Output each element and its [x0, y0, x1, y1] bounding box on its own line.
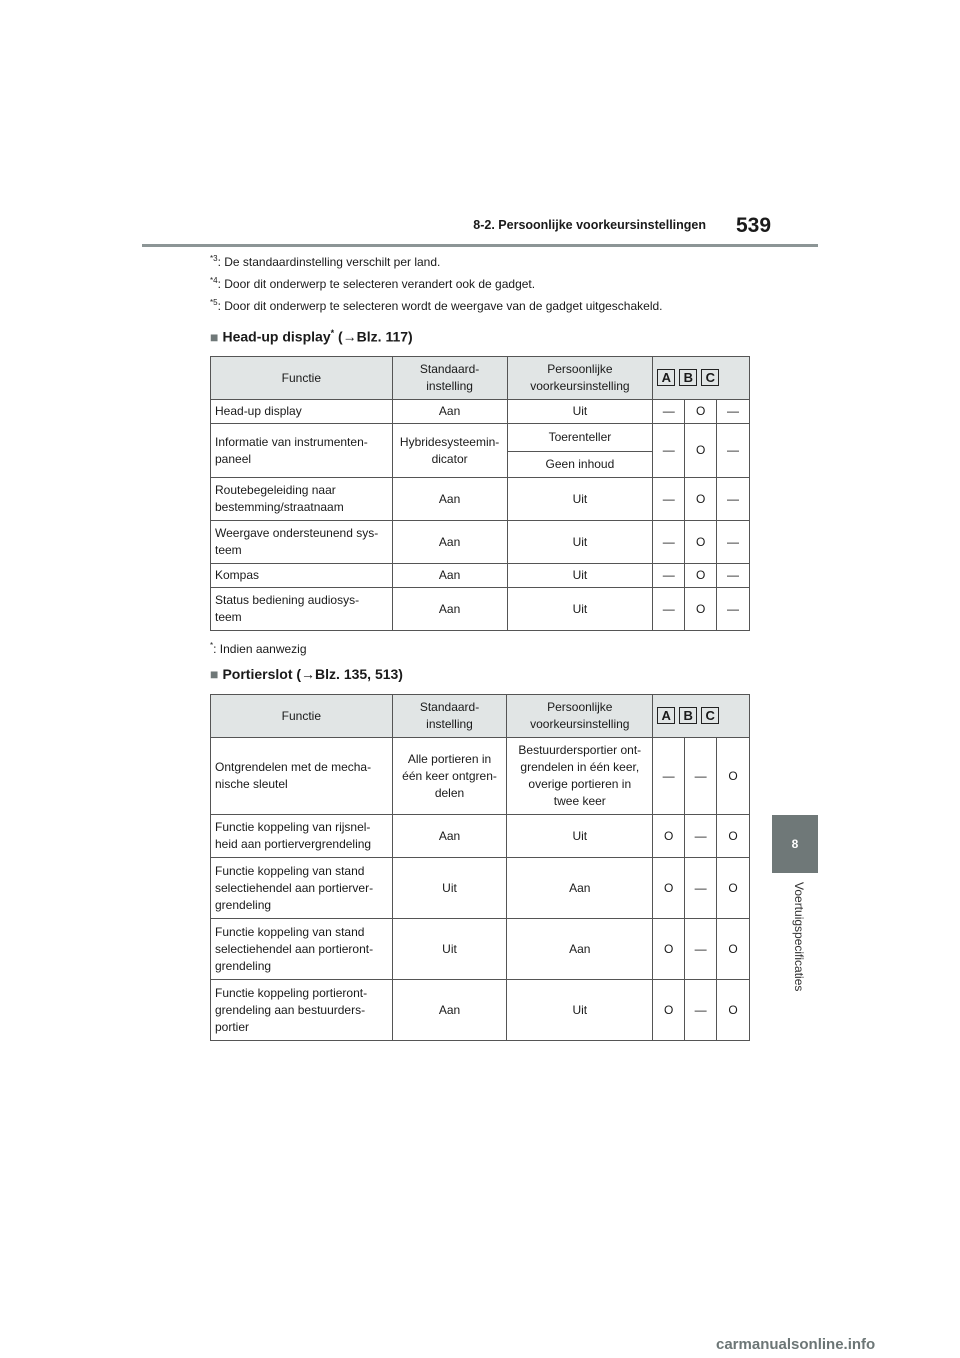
portierslot-table	[210, 694, 750, 1041]
cell-standaard: Aan	[392, 478, 507, 521]
section-heading-head-up-display	[210, 328, 413, 345]
chapter-label: Voertuigspecificaties	[792, 882, 806, 992]
table-header-row	[211, 695, 750, 738]
cell-c: O	[717, 738, 750, 815]
cell-persoonlijk: Aan	[507, 858, 653, 919]
page-number: 539	[736, 214, 772, 237]
cell-a: O	[653, 919, 685, 980]
cell-a: —	[653, 400, 685, 424]
footnote-mark: *	[330, 328, 335, 338]
cell-a: O	[653, 980, 685, 1041]
cell-c: —	[717, 424, 750, 478]
cell-b: O	[685, 564, 717, 588]
cell-functie: Kompas	[211, 564, 393, 588]
cell-functie: Ontgrendelen met de mecha- nische sleutel	[211, 738, 393, 815]
header-standaard: Standaard- instelling	[392, 695, 507, 738]
section-heading-portierslot	[210, 666, 403, 682]
cell-b: —	[685, 858, 717, 919]
head-up-display-table	[210, 356, 750, 631]
cell-b: O	[685, 521, 717, 564]
cell-persoonlijk: Uit	[507, 980, 653, 1041]
header-abc	[653, 357, 750, 400]
footnote-mark: *4	[210, 276, 218, 285]
cell-persoonlijk: Aan	[507, 919, 653, 980]
letter-b-box: B	[679, 707, 697, 724]
letter-c-box: C	[701, 369, 719, 386]
footnote	[210, 276, 770, 291]
cell-c: —	[717, 400, 750, 424]
cell-standaard: Aan	[392, 980, 507, 1041]
cell-standaard: Aan	[392, 564, 507, 588]
footnote	[210, 641, 770, 656]
table-row	[211, 521, 750, 564]
cell-a: O	[653, 815, 685, 858]
header-functie: Functie	[211, 357, 393, 400]
footnote-text: : De standaardinstelling verschilt per land.	[217, 255, 441, 269]
cell-persoonlijk: Uit	[507, 564, 653, 588]
cell-functie: Functie koppeling van stand selectiehendel aan portierver- grendeling	[211, 858, 393, 919]
cell-persoonlijk: Bestuurdersportier ont- grendelen in één keer, overige portieren in twee keer	[507, 738, 653, 815]
square-bullet-icon: ■	[210, 666, 219, 682]
letter-b-box: B	[679, 369, 697, 386]
cell-c: O	[717, 815, 750, 858]
cell-a: —	[653, 478, 685, 521]
cell-c: —	[717, 478, 750, 521]
table-row	[211, 564, 750, 588]
cell-persoonlijk: Uit	[507, 478, 653, 521]
header-functie: Functie	[211, 695, 393, 738]
cell-standaard: Aan	[392, 400, 507, 424]
cell-persoonlijk: Toerenteller	[507, 424, 653, 452]
cell-a: O	[653, 858, 685, 919]
cell-functie: Weergave ondersteunend sys- teem	[211, 521, 393, 564]
chapter-tab[interactable]	[772, 815, 818, 873]
cell-functie: Functie koppeling portieront- grendeling aan bestuurders- portier	[211, 980, 393, 1041]
section-title: 8-2. Persoonlijke voorkeursinstellingen	[473, 218, 706, 232]
cell-a: —	[653, 588, 685, 631]
page-reference: (→Blz. 135, 513)	[292, 666, 403, 682]
cell-standaard: Aan	[392, 521, 507, 564]
table-row	[211, 478, 750, 521]
cell-persoonlijk: Uit	[507, 815, 653, 858]
cell-standaard: Alle portieren in één keer ontgren- delen	[392, 738, 507, 815]
cell-functie: Head-up display	[211, 400, 393, 424]
footnote	[210, 254, 770, 269]
footnote	[210, 298, 770, 313]
cell-c: —	[717, 588, 750, 631]
cell-c: —	[717, 564, 750, 588]
cell-b: —	[685, 919, 717, 980]
page-reference: (→Blz. 117)	[334, 328, 413, 345]
cell-b: O	[685, 478, 717, 521]
cell-a: —	[653, 738, 685, 815]
cell-functie: Informatie van instrumenten- paneel	[211, 424, 393, 478]
cell-persoonlijk: Uit	[507, 588, 653, 631]
cell-functie: Routebegeleiding naar bestemming/straatnaam	[211, 478, 393, 521]
cell-b: O	[685, 400, 717, 424]
footnote-mark: *	[210, 641, 214, 650]
footnote-text: : Indien aanwezig	[213, 642, 307, 656]
square-bullet-icon: ■	[210, 328, 219, 345]
cell-functie: Status bediening audiosys- teem	[211, 588, 393, 631]
table-header-row	[211, 357, 750, 400]
cell-a: —	[653, 521, 685, 564]
cell-c: O	[717, 858, 750, 919]
header-rule	[142, 244, 818, 247]
cell-persoonlijk: Geen inhoud	[507, 452, 653, 478]
letter-a-box: A	[657, 707, 675, 724]
table-row	[211, 815, 750, 858]
cell-standaard: Aan	[392, 815, 507, 858]
table-row	[211, 738, 750, 815]
cell-persoonlijk: Uit	[507, 521, 653, 564]
chapter-number: 8	[791, 837, 799, 851]
header-persoonlijk: Persoonlijke voorkeursinstelling	[507, 695, 653, 738]
table-row	[211, 919, 750, 980]
cell-c: O	[717, 919, 750, 980]
cell-b: O	[685, 424, 717, 478]
cell-functie: Functie koppeling van stand selectiehendel aan portieront- grendeling	[211, 919, 393, 980]
cell-a: —	[653, 424, 685, 478]
letter-c-box: C	[701, 707, 719, 724]
cell-b: —	[685, 815, 717, 858]
table-row	[211, 858, 750, 919]
cell-standaard: Uit	[392, 919, 507, 980]
header-standaard: Standaard- instelling	[392, 357, 507, 400]
footnote-text: : Door dit onderwerp te selecteren wordt de weergave van de gadget uitgeschakeld.	[217, 299, 663, 313]
cell-functie: Functie koppeling van rijsnel- heid aan portiervergrendeling	[211, 815, 393, 858]
table-row	[211, 980, 750, 1041]
watermark: carmanualsonline.info	[716, 1336, 876, 1353]
cell-a: —	[653, 564, 685, 588]
table-row	[211, 424, 750, 452]
header-abc	[653, 695, 750, 738]
footnote-text: : Door dit onderwerp te selecteren verandert ook de gadget.	[217, 277, 536, 291]
cell-b: —	[685, 738, 717, 815]
cell-standaard: Aan	[392, 588, 507, 631]
cell-b: —	[685, 980, 717, 1041]
table-row	[211, 588, 750, 631]
cell-standaard: Uit	[392, 858, 507, 919]
header-persoonlijk: Persoonlijke voorkeursinstelling	[507, 357, 653, 400]
section-title-text: Portierslot	[222, 666, 293, 682]
cell-c: O	[717, 980, 750, 1041]
cell-b: O	[685, 588, 717, 631]
cell-persoonlijk: Uit	[507, 400, 653, 424]
cell-c: —	[717, 521, 750, 564]
cell-standaard: Hybridesysteemin- dicator	[392, 424, 507, 478]
letter-a-box: A	[657, 369, 675, 386]
table-row	[211, 400, 750, 424]
footnote-mark: *5	[210, 298, 218, 307]
section-title-text: Head-up display	[222, 328, 331, 345]
footnote-mark: *3	[210, 254, 218, 263]
